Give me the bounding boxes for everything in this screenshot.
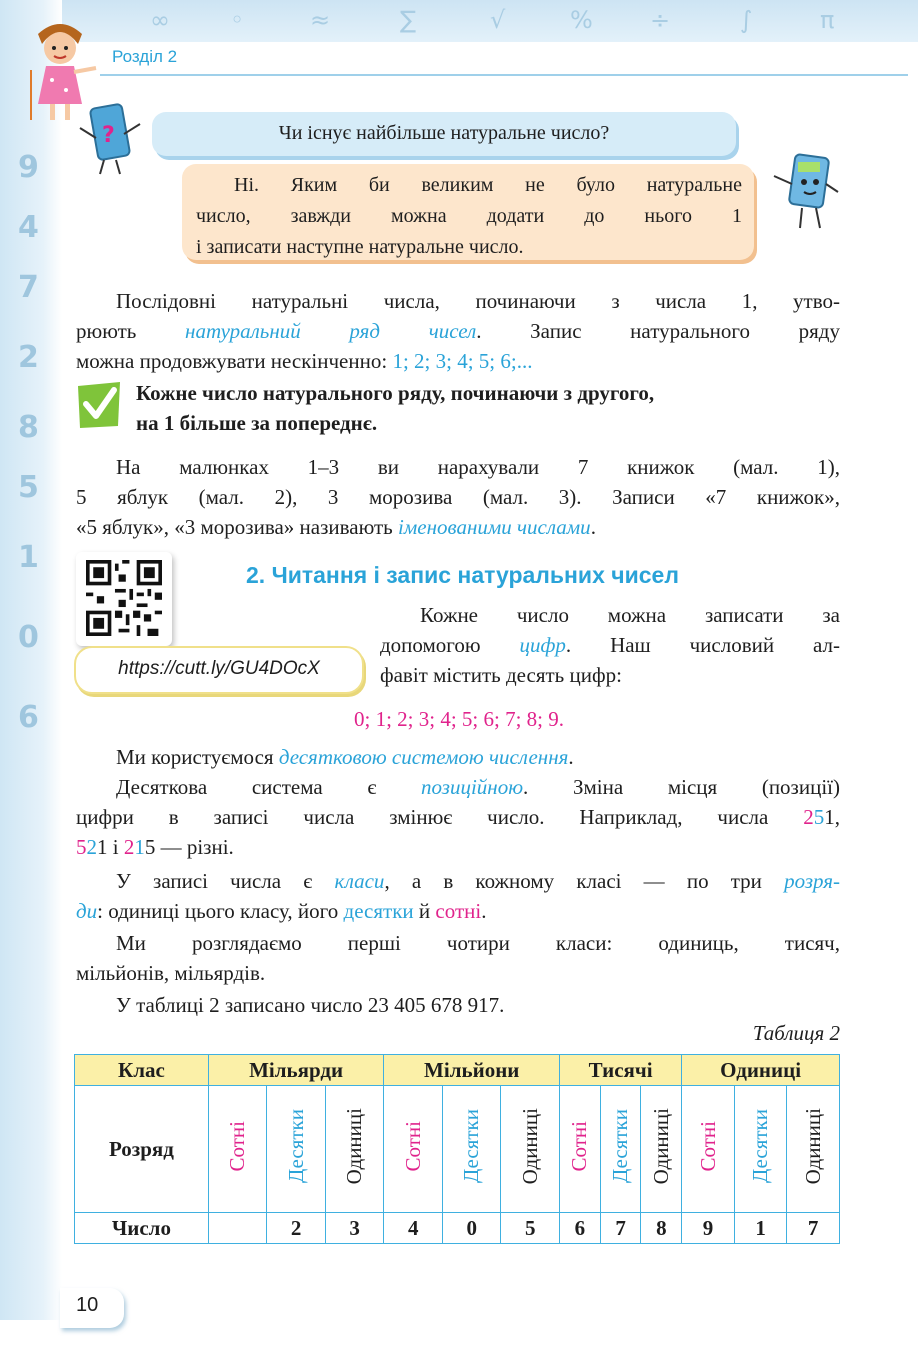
- rank-label: Розряд: [75, 1086, 209, 1213]
- para2-line3: «5 яблук», «3 морозива» називають іменованими числами.: [76, 515, 596, 539]
- para4-line1: Десяткова система є позиційною. Зміна місця (позиції): [116, 775, 840, 799]
- rank-hundreds: Сотні: [695, 1120, 720, 1172]
- question-bubble: [152, 112, 736, 156]
- class-label: Клас: [75, 1055, 209, 1086]
- para7: У таблиці 2 записано число 23 405 678 917.: [116, 993, 505, 1017]
- answer-line: і записати наступне натуральне число.: [196, 236, 524, 258]
- digit-cell: 3: [325, 1213, 384, 1244]
- table-row: [75, 1055, 840, 1086]
- rank-units: Одиниці: [648, 1107, 673, 1185]
- para2-line1: На малюнках 1–3 ви нарахували 7 книжок (мал. 1),: [116, 455, 840, 479]
- para5-line1: У записі числа є класи, а в кожному класі — по три розря-: [116, 869, 840, 893]
- qr-code-card[interactable]: [76, 552, 172, 646]
- class-cell: Мільйони: [384, 1055, 560, 1086]
- digit-cell: 4: [384, 1213, 443, 1244]
- rank-hundreds: Сотні: [400, 1120, 425, 1172]
- section2-line2: допомогою цифр. Наш числовий ал-: [380, 633, 840, 657]
- digit-cell: 8: [641, 1213, 682, 1244]
- digit-cell: 1: [734, 1213, 787, 1244]
- para6-line1: Ми розглядаємо перші чотири класи: одиниць, тисяч,: [116, 931, 840, 955]
- question-text: Чи існує найбільше натуральне число?: [278, 122, 610, 144]
- para3: Ми користуємося десятковою системою числення.: [116, 745, 574, 769]
- check-rule-icon: [74, 378, 124, 432]
- short-link-text: https://cutt.ly/GU4DOcX: [118, 658, 320, 679]
- top-decor-strip: ∞ ◦ ≈ ∑ √ % ÷ ∫ π: [0, 0, 918, 42]
- digit-cell: 6: [560, 1213, 601, 1244]
- digit-cell: 0: [442, 1213, 501, 1244]
- rank-tens: Десятки: [608, 1108, 633, 1184]
- digit-cell: 9: [682, 1213, 735, 1244]
- para1-line3: можна продовжувати нескінченно: 1; 2; 3; 4; 5; 6;...: [76, 349, 533, 373]
- rank-units: Одиниці: [517, 1107, 542, 1185]
- term-ranks: розря-: [784, 869, 840, 893]
- para6-line2: мільйонів, мільярдів.: [76, 961, 266, 985]
- answer-line: число, завжди можна додати до нього 1: [196, 205, 742, 227]
- left-decor-strip: 9 4 7 2 8 5 1 0 6: [0, 0, 62, 1320]
- phone-robot-icon: [76, 98, 144, 176]
- rule-line2: на 1 більше за попереднє.: [136, 411, 378, 435]
- class-cell: Тисячі: [560, 1055, 682, 1086]
- term-decimal-system: десятковою системою числення: [278, 745, 569, 769]
- page-number: 10: [76, 1294, 99, 1316]
- section-header-bar: [100, 42, 908, 76]
- term-natural-series: натуральний ряд чисел: [185, 319, 477, 343]
- number-label: Число: [75, 1213, 209, 1244]
- term-classes: класи: [334, 869, 385, 893]
- rank-hundreds: Сотні: [567, 1120, 592, 1172]
- rank-hundreds: Сотні: [225, 1120, 250, 1172]
- digit-cell: 2: [267, 1213, 326, 1244]
- para4-line3: 521 і 215 — різні.: [76, 835, 234, 859]
- table-row: [75, 1213, 840, 1244]
- svg-text:?: ?: [102, 123, 115, 148]
- section2-line1: Кожне число можна записати за: [420, 603, 840, 627]
- short-link[interactable]: [74, 646, 364, 694]
- term-digits: цифр: [519, 633, 566, 657]
- section-label: Розділ 2: [112, 47, 178, 66]
- class-cell: Мільярди: [208, 1055, 384, 1086]
- para2-line2: 5 яблук (мал. 2), 3 морозива (мал. 3). Записи «7 книжок»,: [76, 485, 840, 509]
- section2-line3: фавіт містить десять цифр:: [380, 663, 622, 687]
- rank-units: Одиниці: [800, 1107, 825, 1185]
- qr-code-icon: [86, 560, 162, 636]
- word-hundreds: сотні: [435, 899, 482, 923]
- para1-line2: рюють натуральний ряд чисел. Запис натурального ряду: [76, 319, 840, 343]
- para4-line2: цифри в записі числа змінює число. Наприклад, числа 251,: [76, 805, 840, 829]
- digits-list: 0; 1; 2; 3; 4; 5; 6; 7; 8; 9.: [353, 707, 564, 731]
- answer-bubble: [182, 164, 754, 260]
- word-tens: десятки: [343, 899, 414, 923]
- section-2-title: 2. Читання і запис натуральних чисел: [246, 562, 679, 588]
- term-positional: позиційною: [421, 775, 524, 799]
- digit-cell: 7: [787, 1213, 840, 1244]
- term-named-numbers: іменованими числами: [398, 515, 591, 539]
- para5-line2: ди: одиниці цього класу, його десятки й сотні.: [76, 899, 487, 923]
- answer-line: Ні. Яким би великим не було натуральне: [234, 174, 742, 196]
- place-value-table: [74, 1054, 840, 1244]
- digit-cell: 7: [600, 1213, 641, 1244]
- rank-tens: Десятки: [283, 1108, 308, 1184]
- tablet-robot-icon: [770, 150, 840, 232]
- table-caption: Таблиця 2: [752, 1021, 840, 1045]
- class-cell: Одиниці: [682, 1055, 840, 1086]
- table-row: [75, 1086, 840, 1213]
- natural-sequence: 1; 2; 3; 4; 5; 6;...: [392, 349, 533, 373]
- rule-line1: Кожне число натурального ряду, починаючи з другого,: [136, 381, 655, 405]
- rank-units: Одиниці: [342, 1107, 367, 1185]
- rank-tens: Десятки: [748, 1108, 773, 1184]
- digit-cell: 5: [501, 1213, 560, 1244]
- rank-tens: Десятки: [459, 1108, 484, 1184]
- para1-line1: Послідовні натуральні числа, починаючи з числа 1, утво-: [116, 289, 840, 313]
- digit-cell: [208, 1213, 267, 1244]
